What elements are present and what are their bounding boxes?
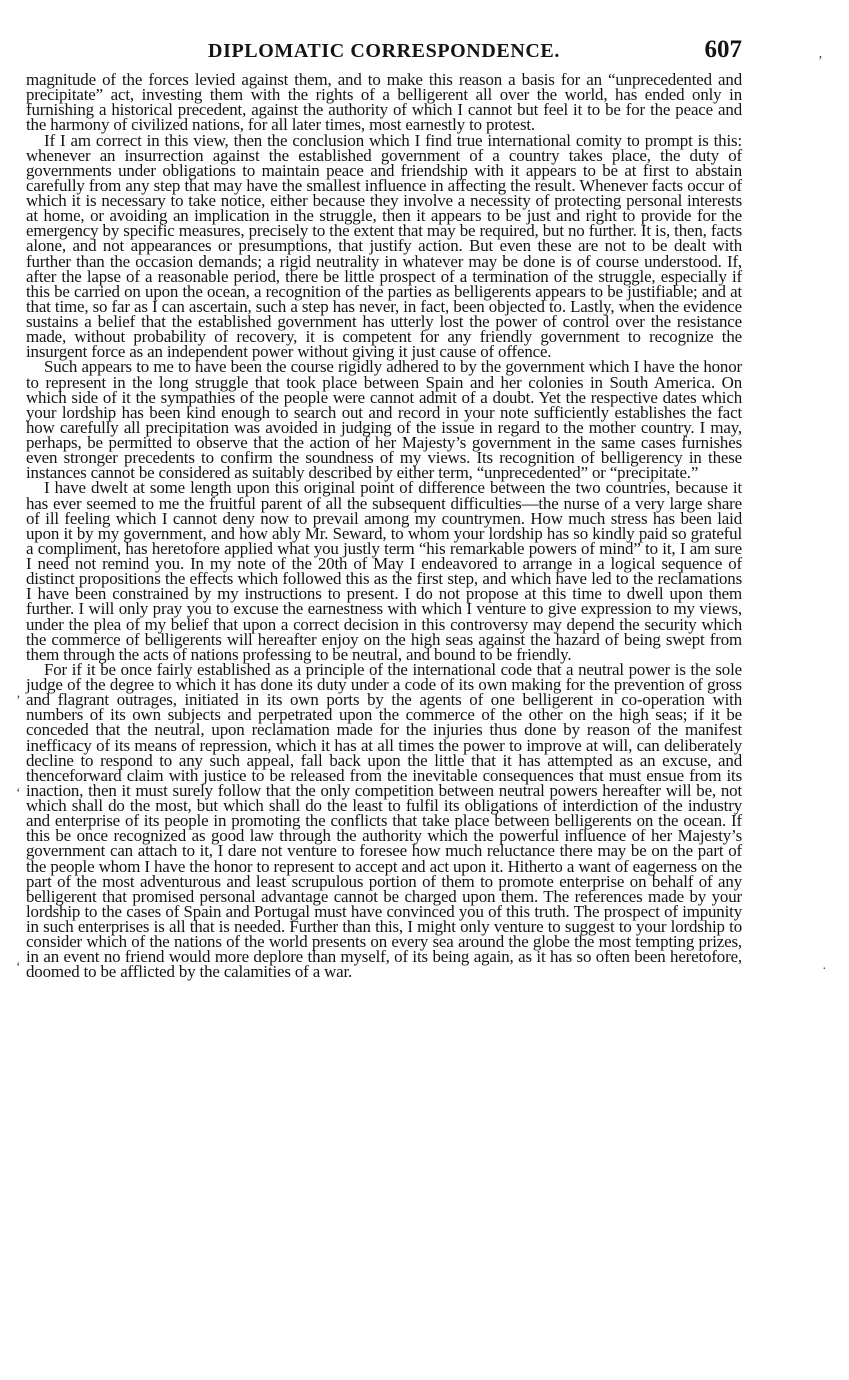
- margin-mark: ‘: [16, 960, 21, 975]
- paragraph: Such appears to me to have been the course rigidly adhered to by the government which I have the honor to represent in the long struggle that took place between Spain and her colonies in South America. On which side of it the sympathies of the people were cannot admit of a doubt. Yet the respective dates which your lordship has been kind enough to search out and record in your note sufficiently establishes the fact how carefully all precipitation was avoided in judging of the issue in regard to the mother country. I may, perhaps, be permitted to observe that the action of her Majesty’s government in the same cases furnishes even stronger precedents to confirm the soundness of my views. Its recognition of belligerency in these instances cannot be considered as suitably described by either term, “unprecedented” or “precipitate.”: [26, 357, 742, 483]
- paragraph: For if it be once fairly established as a principle of the international code that a neutral power is the sole judge of the degree to which it has done its duty under a code of its own making for the prevention of gross and flagrant outrages, initiated in its own ports by the agents of one belligerent in co-operation with numbers of its own subjects and perpetrated upon the commerce of the other on the high seas; if it be conceded that the neutral, upon reclamation made for the injuries thus done by reason of the manifest inefficacy of its means of repression, which it has at all times the power to improve at will, can deliberately decline to respond to any such appeal, fall back upon the little that it has attempted as an excuse, and thenceforward claim with justice to be released from the inevitable consequences that must ensue from its inaction, then it must surely follow that the only competition between neutral powers hereafter will be, not which shall do the most, but which shall do the least to fulfil its obligations of interdiction of the industry and enterprise of its people in promoting the conflicts that take place between belligerents on the ocean. If this be once recognized as good law through the authority which the powerful influence of her Majesty’s government can attach to it, I dare not venture to foresee how much reluctance there may be on the part of the people whom I have the honor to represent to accept and act upon it. Hitherto a want of eagerness on the part of the most adventurous and least scrupulous portion of them to promote enterprise on behalf of any belligerent that promised personal advantage cannot be charged upon them. The references made by your lordship to the cases of Spain and Portugal must have convinced you of this truth. The prospect of impunity in such enterprises is all that is needed. Further than this, I might only venture to suggest to your lordship to consider which of the nations of the world presents on every sea around the globe the most tempting prizes, in an event no friend would more deplore than myself, of its being again, as it has so often been heretofore, doomed to be afflicted by the calamities of a war.: [26, 659, 742, 982]
- paragraph: I have dwelt at some length upon this original point of difference between the two countries, because it has ever seemed to me the fruitful parent of all the subsequent difficulties—the nurse of a very large share of ill feeling which I cannot deny now to prevail among my countrymen. How much stress has been laid upon it by my government, and how ably Mr. Seward, to whom your lordship has so kindly paid so grateful a compliment, has heretofore applied what you justly term “his remarkable powers of mind” to it, I am sure I need not remind you. In my note of the 20th of May I endeavored to arrange in a logical sequence of distinct propositions the effects which followed this as the first step, and which have led to the reclamations I have been constrained by my instructions to present. I do not propose at this time to dwell upon them further. I will only pray you to excuse the earnestness with which I venture to give expression to my views, under the plea of my belief that upon a correct decision in this controversy may depend the security which the commerce of belligerents will hereafter enjoy on the high seas against the hazard of being swept from them through the acts of nations professing to be neutral, and bound to be friendly.: [26, 478, 742, 664]
- margin-mark: ’: [818, 54, 823, 69]
- margin-mark: ·: [822, 962, 827, 977]
- page-number: 607: [704, 36, 742, 63]
- margin-mark: ‚: [16, 686, 21, 701]
- page-header: [26, 36, 742, 72]
- paragraph: magnitude of the forces levied against them, and to make this reason a basis for an “unprecedented and precipitate” act, investing them with the rights of a belligerent all over the world, has ended only in furnishing a historical precedent, against the authority of which I cannot but feel it to be for the peace and the harmony of civilized nations, for all later times, most earnestly to protest.: [26, 70, 742, 135]
- running-head: DIPLOMATIC CORRESPONDENCE.: [208, 40, 560, 62]
- margin-mark: ‘: [16, 786, 21, 801]
- paragraph: If I am correct in this view, then the conclusion which I find true international comity to prompt is this: whenever an insurrection against the established government of a country takes place, the duty of governments under obligations to maintain peace and friendship with it appears to be at first to abstain carefully from any step that may have the smallest influence in affecting the result. Whenever facts occur of which it is necessary to take notice, either because they involve a necessity of protecting personal interests at home, or avoiding an implication in the struggle, then it appears to be just and right to provide for the emergency by specific measures, precisely to the extent that may be required, but no further. It is, then, facts alone, and not appearances or presumptions, that justify action. But even these are not to be dealt with further than the occasion demands; a rigid neutrality in whatever may be done is of course understood. If, after the lapse of a reasonable period, there be little prospect of a termination of the struggle, especially if this be carried on upon the ocean, a recognition of the parties as belligerents appears to be justifiable; and at that time, so far as I can ascertain, such a step has never, in fact, been objected to. Lastly, when the evidence sustains a belief that the established government has utterly lost the power of control over the resistance made, without probability of recovery, it is competent for any friendly government to recognize the insurgent force as an independent power without giving it just cause of offence.: [26, 130, 742, 362]
- document-page: [26, 36, 742, 980]
- body-text: [26, 72, 742, 980]
